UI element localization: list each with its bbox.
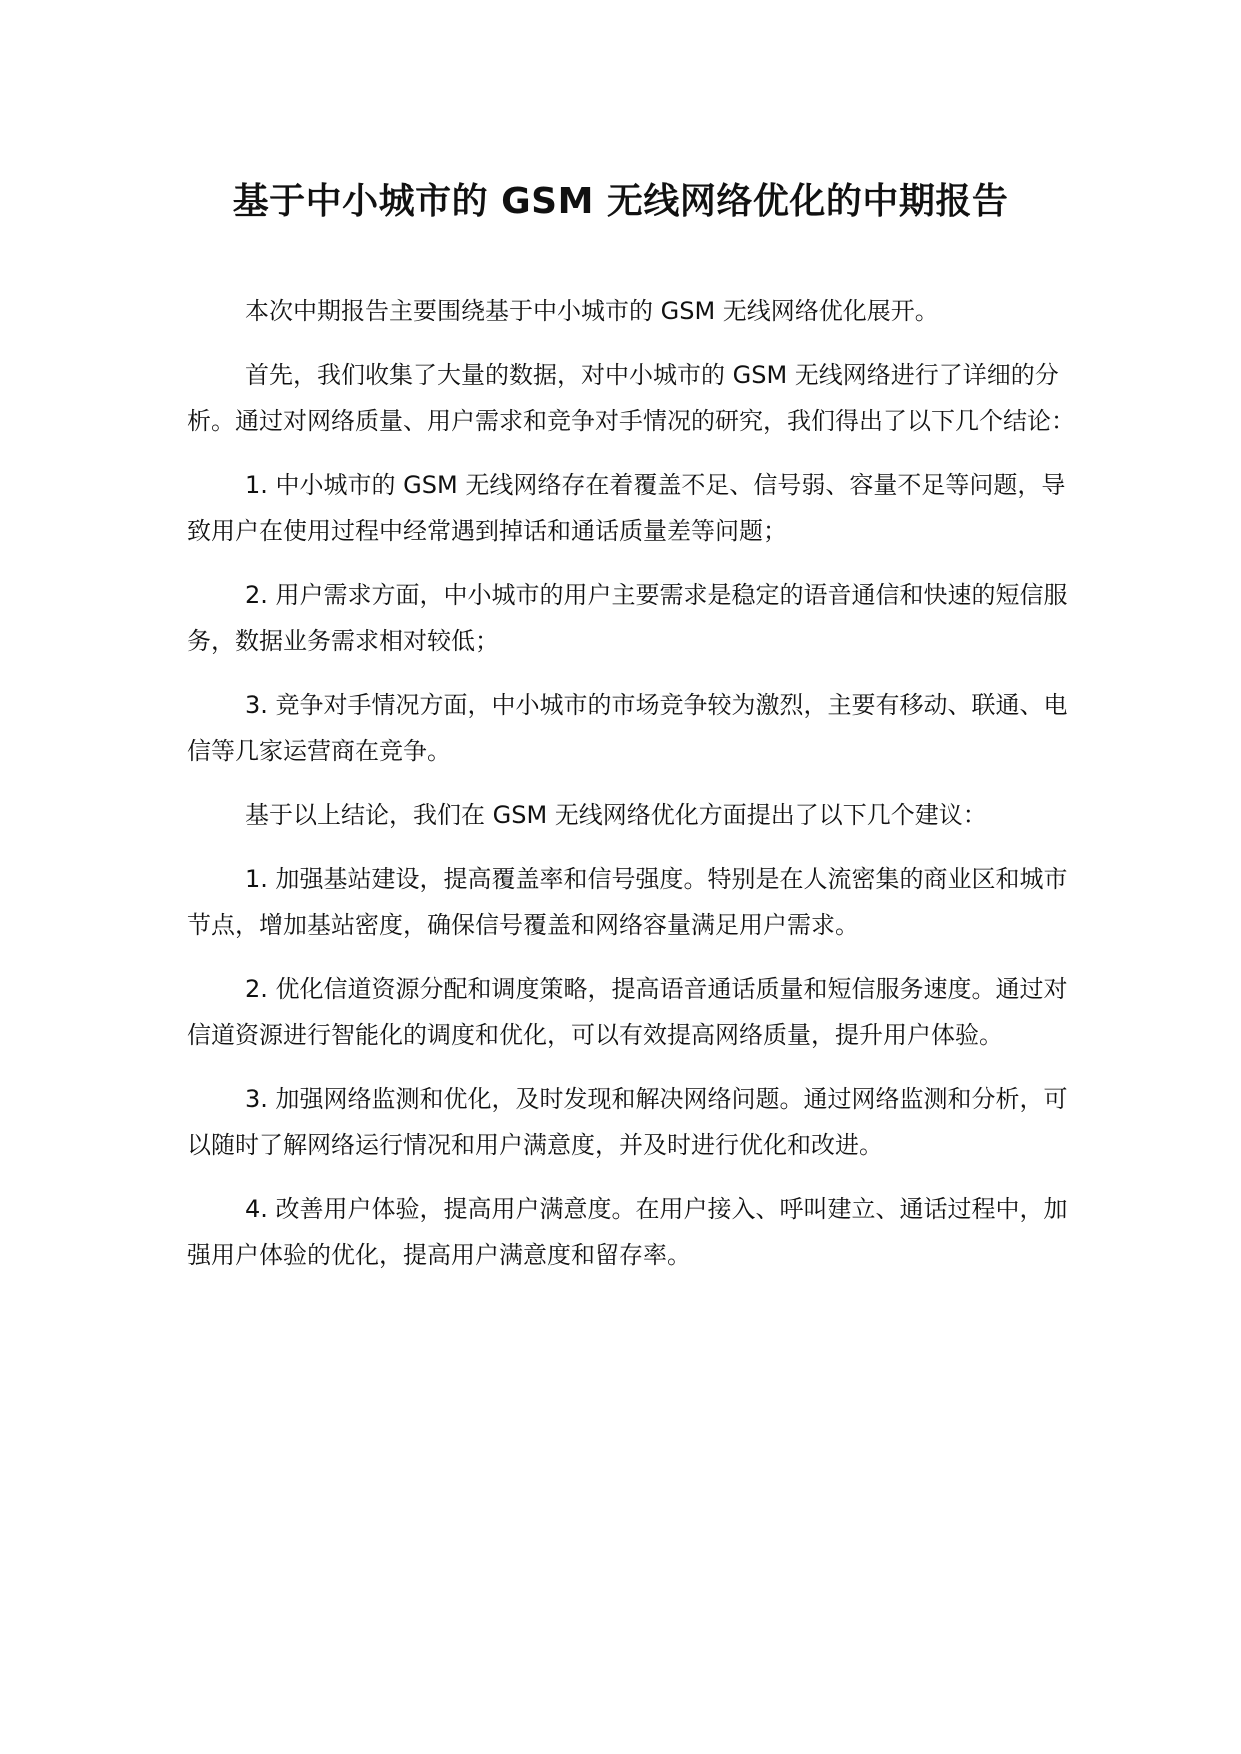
conclusion-item-2: 2. 用户需求方面，中小城市的用户主要需求是稳定的语音通信和快速的短信服务，数据业务需求相对较低； xyxy=(187,581,1068,655)
suggestion-item-1: 1. 加强基站建设，提高覆盖率和信号强度。特别是在人流密集的商业区和城市节点，增加基站密度，确保信号覆盖和网络容量满足用户需求。 xyxy=(187,865,1068,939)
suggestion-item-3: 3. 加强网络监测和优化，及时发现和解决网络问题。通过网络监测和分析，可以随时了解网络运行情况和用户满意度，并及时进行优化和改进。 xyxy=(187,1085,1068,1159)
conclusion-item-3: 3. 竞争对手情况方面，中小城市的市场竞争较为激烈，主要有移动、联通、电信等几家运营商在竞争。 xyxy=(187,691,1068,765)
paragraph-intro: 本次中期报告主要围绕基于中小城市的 GSM 无线网络优化展开。 xyxy=(245,297,939,325)
paragraph-analysis: 首先，我们收集了大量的数据，对中小城市的 GSM 无线网络进行了详细的分析。通过对网络质量、用户需求和竞争对手情况的研究，我们得出了以下几个结论： xyxy=(187,361,1075,435)
suggestion-item-4: 4. 改善用户体验，提高用户满意度。在用户接入、呼叫建立、通话过程中，加强用户体验的优化，提高用户满意度和留存率。 xyxy=(187,1195,1068,1269)
document-title: 基于中小城市的 GSM 无线网络优化的中期报告 xyxy=(232,181,1009,222)
conclusion-item-1: 1. 中小城市的 GSM 无线网络存在着覆盖不足、信号弱、容量不足等问题，导致用户在使用过程中经常遇到掉话和通话质量差等问题； xyxy=(187,471,1066,545)
document-body xyxy=(187,288,1077,1296)
suggestion-item-2: 2. 优化信道资源分配和调度策略，提高语音通话质量和短信服务速度。通过对信道资源进行智能化的调度和优化，可以有效提高网络质量，提升用户体验。 xyxy=(187,975,1068,1049)
paragraph-suggestions-intro: 基于以上结论，我们在 GSM 无线网络优化方面提出了以下几个建议： xyxy=(245,801,987,829)
